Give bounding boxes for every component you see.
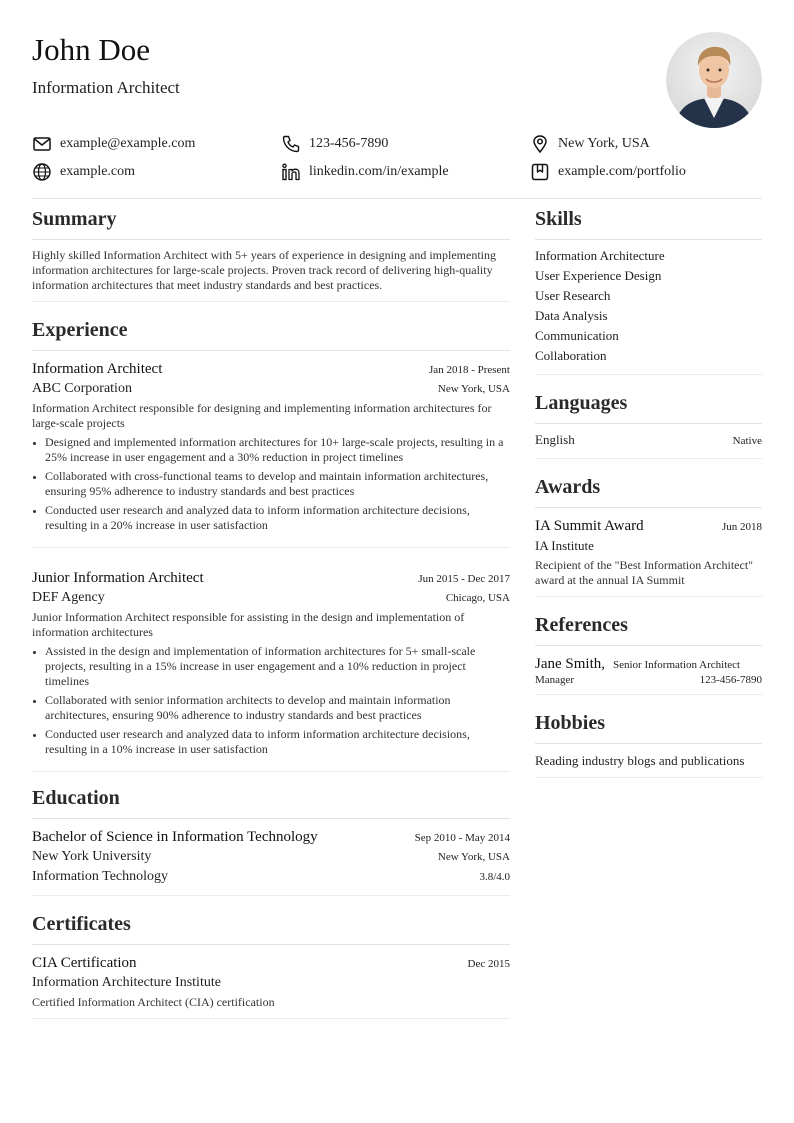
job-company: DEF Agency [32, 590, 105, 605]
gpa: 3.8/4.0 [479, 871, 510, 883]
contact-linkedin[interactable] [281, 162, 530, 182]
awards-heading: Awards [535, 475, 762, 508]
job-description: Information Architect responsible for designing and implementing information architectures for large-scale projects [32, 401, 492, 430]
education-heading: Education [32, 786, 510, 819]
certificate-item [32, 945, 510, 1019]
contact-linkedin-text: linkedin.com/in/example [309, 164, 449, 179]
school-location: New York, USA [437, 851, 510, 863]
references-section [535, 613, 762, 695]
main-column [32, 207, 510, 1035]
certificates-heading: Certificates [32, 912, 510, 945]
certificate-row [32, 953, 510, 973]
award-date: Jun 2018 [721, 521, 762, 533]
job-company: ABC Corporation [32, 381, 132, 396]
skills-list [535, 240, 762, 375]
contact-location-text: New York, USA [558, 136, 650, 151]
award-name: IA Summit Award [535, 518, 644, 534]
experience-item [32, 351, 510, 548]
award-description: Recipient of the "Best Information Architect" award at the annual IA Summit [535, 558, 754, 587]
summary-body [32, 240, 510, 302]
job-title: Junior Information Architect [32, 570, 204, 586]
skill-item: Information Architecture [535, 248, 665, 263]
resume-header [32, 32, 762, 128]
language-name: English [535, 432, 575, 447]
field-row [32, 867, 510, 887]
job-company-row [32, 588, 510, 608]
skills-section [535, 207, 762, 375]
certificate-description: Certified Information Architect (CIA) certification [32, 995, 275, 1009]
awards-section [535, 475, 762, 597]
job-title: Information Architect [32, 361, 163, 377]
sidebar-column [535, 207, 762, 1035]
hobbies-section [535, 711, 762, 778]
certificates-section [32, 912, 510, 1019]
certificate-name: CIA Certification [32, 955, 137, 971]
globe-icon [32, 162, 52, 182]
hobbies-heading: Hobbies [535, 711, 762, 744]
skill-item: Collaboration [535, 348, 607, 363]
education-item [32, 819, 510, 896]
school-name: New York University [32, 849, 152, 864]
degree-title: Bachelor of Science in Information Technology [32, 829, 318, 845]
certificate-issuer: Information Architecture Institute [32, 975, 221, 990]
header-divider [32, 198, 762, 199]
portfolio-bookmark-icon [530, 162, 550, 182]
job-bullet: • Designed and implemented information architectures for 10+ large-scale projects, resulting in a 25% increase in user engagement and a 30% reduction in project timelines [45, 435, 510, 465]
summary-text: Highly skilled Information Architect with 5+ years of experience in designing and implementing information architectures for large-scale projects. Proven track record of delivering high-quality information architectures that meet industry standards and best practices. [32, 248, 496, 292]
job-bullets [32, 644, 510, 757]
degree-row [32, 827, 510, 847]
experience-section [32, 318, 510, 772]
candidate-title: Information Architect [32, 78, 180, 97]
job-title-row [32, 568, 510, 588]
job-bullet: • Collaborated with cross-functional teams to develop and maintain information architectures, ensuring 95% adherence to industry standards and best practices [45, 469, 510, 499]
job-dates: Jun 2015 - Dec 2017 [418, 573, 510, 585]
school-row [32, 847, 510, 867]
phone-icon [281, 134, 301, 154]
job-bullets [32, 435, 510, 533]
reference-name-row [535, 654, 762, 674]
experience-heading: Experience [32, 318, 510, 351]
contact-website[interactable] [32, 162, 281, 182]
field-of-study: Information Technology [32, 869, 169, 884]
summary-section [32, 207, 510, 302]
certificate-date: Dec 2015 [467, 958, 510, 970]
reference-relation: Manager [535, 674, 575, 686]
skill-item: Communication [535, 328, 619, 343]
languages-section [535, 391, 762, 459]
contact-portfolio-text: example.com/portfolio [558, 164, 686, 179]
skill-item: User Experience Design [535, 268, 662, 283]
contact-website-text: example.com [60, 164, 136, 179]
reference-phone: 123-456-7890 [699, 674, 762, 686]
resume-body [32, 207, 762, 1035]
contact-phone-text: 123-456-7890 [309, 136, 389, 151]
mail-icon [32, 134, 52, 154]
language-level: Native [732, 435, 762, 447]
summary-heading: Summary [32, 207, 510, 240]
reference-contact-row [535, 674, 762, 686]
hobbies-body [535, 744, 762, 778]
languages-heading: Languages [535, 391, 762, 424]
language-item [535, 424, 762, 459]
award-issuer: IA Institute [535, 538, 594, 553]
job-dates: Jan 2018 - Present [429, 364, 510, 376]
job-location: Chicago, USA [445, 592, 510, 604]
award-row [535, 516, 762, 536]
job-location: New York, USA [437, 383, 510, 395]
award-item [535, 508, 762, 597]
job-bullet: • Conducted user research and analyzed data to inform information architecture decisions, resulting in a 10% increase in user satisfaction [45, 727, 510, 757]
reference-name: Jane Smith, [535, 656, 605, 672]
education-section [32, 786, 510, 896]
avatar [666, 32, 762, 128]
references-heading: References [535, 613, 762, 646]
contact-location [530, 134, 762, 154]
profile-photo [666, 32, 762, 128]
reference-item [535, 646, 762, 695]
contact-list [32, 134, 762, 182]
job-bullet: • Conducted user research and analyzed data to inform information architecture decisions, resulting in a 20% increase in user satisfaction [45, 503, 510, 533]
contact-phone[interactable] [281, 134, 530, 154]
job-bullet: • Assisted in the design and implementation of information architectures for 5+ small-scale projects, resulting in a 15% increase in user engagement and a 10% reduction in project timelines [45, 644, 510, 689]
skill-item: Data Analysis [535, 308, 608, 323]
experience-item [32, 560, 510, 772]
reference-position: Senior Information Architect [613, 659, 741, 671]
location-pin-icon [530, 134, 550, 154]
contact-email[interactable] [32, 134, 281, 154]
candidate-name: John Doe [32, 32, 150, 67]
linkedin-icon [281, 162, 301, 182]
skill-item: User Research [535, 288, 611, 303]
job-bullet: • Collaborated with senior information architects to develop and maintain information architectures, ensuring 90% adherence to industry standards and best practices [45, 693, 510, 723]
contact-portfolio[interactable] [530, 162, 762, 182]
education-dates: Sep 2010 - May 2014 [414, 832, 510, 844]
job-company-row [32, 379, 510, 399]
job-title-row [32, 359, 510, 379]
contact-email-text: example@example.com [60, 136, 196, 151]
job-description: Junior Information Architect responsible for assisting in the design and implementation of information architectures [32, 610, 465, 639]
skills-heading: Skills [535, 207, 762, 240]
hobby-item: Reading industry blogs and publications [535, 753, 745, 768]
